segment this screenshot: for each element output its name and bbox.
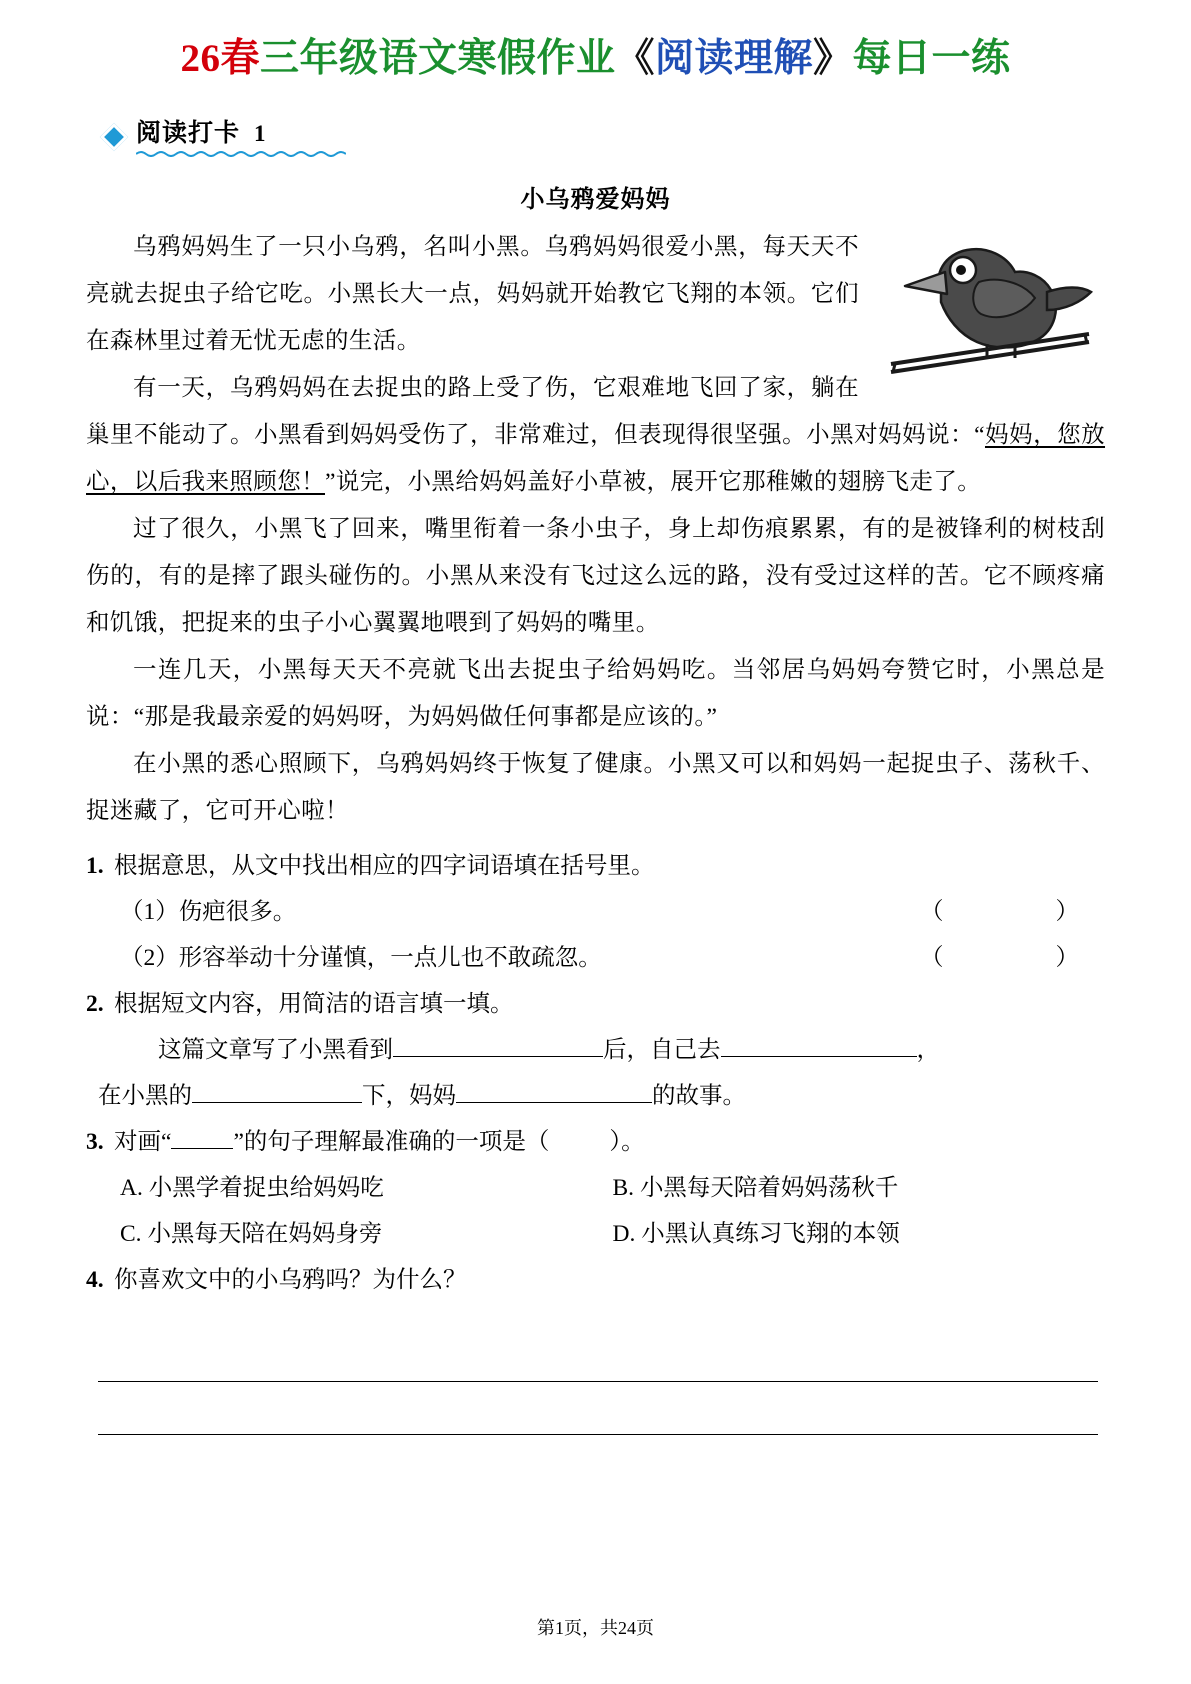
q2-blank-2[interactable] [721,1028,917,1057]
option-c[interactable] [120,1211,613,1257]
question-4-text: 你喜欢文中的小乌鸦吗？为什么？ [114,1266,467,1293]
q2-lead-d: 在小黑的 [98,1082,192,1109]
question-1 [86,843,1105,889]
title-part-tail: 每日一练 [852,37,1011,80]
question-2-fill-line-1 [86,1027,1105,1073]
question-1-text: 根据意思，从文中找出相应的四字词语填在括号里。 [114,852,655,879]
q2-lead-e: 下，妈妈 [362,1082,456,1109]
paren-open: （ [920,898,944,925]
question-1-sub-1-answer-blank[interactable] [920,889,1105,935]
section-number: 1 [254,120,266,146]
question-3-options-row-1 [86,1165,1105,1211]
question-4-answer-area[interactable] [86,1329,1105,1435]
title-part-green: 三年级语文寒假作业 [259,37,616,80]
q2-blank-1[interactable] [393,1028,603,1057]
p2-tail: ”说完，小黑给妈妈盖好小草被，展开它那稚嫩的翅膀飞走了。 [325,468,982,495]
p2-head: 有一天，乌鸦妈妈在去捉虫的路上受了伤，它艰难地飞回了家，躺在巢里不能动了。小黑看到妈妈受伤了，非常难过，但表现得很坚强。小黑对妈妈说：“ [86,374,985,448]
question-1-sub-1 [86,889,1105,935]
question-2 [86,981,1105,1027]
question-3 [86,1119,1105,1165]
option-d[interactable] [613,1211,1106,1257]
option-b-label: B. [612,1174,635,1201]
question-4-number: 4. [86,1266,104,1293]
wavy-underline-decoration [136,150,346,157]
title-bracket-open: 《 [615,37,655,80]
page-footer: 第1页，共24页 [537,1618,654,1638]
answer-line-1[interactable] [98,1329,1098,1382]
q3-text-b: ”的句子理解最准确的一项是（ [233,1128,550,1155]
option-c-text: 小黑每天陪在妈妈身旁 [147,1220,383,1247]
title-part-red: 26春 [180,37,260,80]
question-1-sub-2-text: （2）形容举动十分谨慎，一点儿也不敢疏忽。 [120,944,602,971]
question-3-options-row-2 [86,1211,1105,1257]
option-a-text: 小黑学着捉虫给妈妈吃 [148,1174,384,1201]
option-d-label: D. [612,1220,636,1247]
section-title-wrap [136,113,266,157]
q2-blank-4[interactable] [456,1074,652,1103]
question-1-sub-1-text: （1）伤疤很多。 [120,898,297,925]
article-paragraph-4: 一连几天，小黑每天天不亮就飞出去捉虫子给妈妈吃。当邻居乌妈妈夸赞它时，小黑总是说：“那是我最亲爱的妈妈呀，为妈妈做任何事都是应该的。” [86,656,1105,730]
diamond-icon [100,123,128,151]
q2-lead-b: 后，自己去 [603,1036,721,1063]
paren-open: （ [920,944,944,971]
article-paragraph-5: 在小黑的悉心照顾下，乌鸦妈妈终于恢复了健康。小黑又可以和妈妈一起捉虫子、荡秋千、捉迷藏了，它可开心啦！ [86,750,1105,824]
crow-on-branch-illustration [875,230,1105,390]
answer-line-2[interactable] [98,1382,1098,1435]
article-body [86,224,1105,835]
article-title: 小乌鸦爱妈妈 [520,186,671,213]
section-title: 阅读打卡 [136,118,241,147]
paren-close: ） [1055,898,1079,925]
question-2-number: 2. [86,990,104,1017]
question-2-text: 根据短文内容，用简洁的语言填一填。 [114,990,514,1017]
questions-section [86,843,1105,1435]
question-3-text [114,1119,1105,1165]
question-1-sub-2-answer-blank[interactable] [920,935,1105,981]
q2-lead-a: 这篇文章写了小黑看到 [158,1036,393,1063]
title-part-blue: 阅读理解 [655,37,814,80]
paren-close: ） [1055,944,1079,971]
q3-underline-reference [171,1120,233,1149]
question-4 [86,1257,1105,1303]
q3-text-a: 对画“ [114,1128,172,1155]
q2-lead-f: 的故事。 [652,1082,746,1109]
q2-blank-3[interactable] [192,1074,362,1103]
q2-lead-c: ， [916,1036,940,1063]
question-3-number: 3. [86,1128,104,1155]
question-1-number: 1. [86,852,104,879]
question-2-fill-line-2 [86,1073,1105,1119]
section-header [86,113,1105,157]
q3-text-c: ）。 [609,1128,645,1155]
option-c-label: C. [120,1220,142,1247]
p2-underlined-sentence: 妈妈，您放心，以后我来照顾您！ [86,421,1106,495]
option-d-text: 小黑认真练习飞翔的本领 [641,1220,900,1247]
option-b[interactable] [613,1165,1106,1211]
option-b-text: 小黑每天陪着妈妈荡秋千 [639,1174,899,1201]
question-1-sub-2 [86,935,1105,981]
page-title [86,36,1105,83]
article-paragraph-1: 乌鸦妈妈生了一只小乌鸦，名叫小黑。乌鸦妈妈很爱小黑，每天天不亮就去捉虫子给它吃。小黑长大一点，妈妈就开始教它飞翔的本领。它们在森林里过着无忧无虑的生活。 [86,233,859,354]
option-a-label: A. [120,1174,143,1201]
article-paragraph-3: 过了很久，小黑飞了回来，嘴里衔着一条小虫子，身上却伤痕累累，有的是被锋利的树枝刮伤的，有的是摔了跟头碰伤的。小黑从来没有飞过这么远的路，没有受过这样的苦。它不顾疼痛和饥饿，把捉来的虫子小心翼翼地喂到了妈妈的嘴里。 [86,515,1105,636]
title-bracket-close: 》 [813,37,853,80]
option-a[interactable] [120,1165,613,1211]
